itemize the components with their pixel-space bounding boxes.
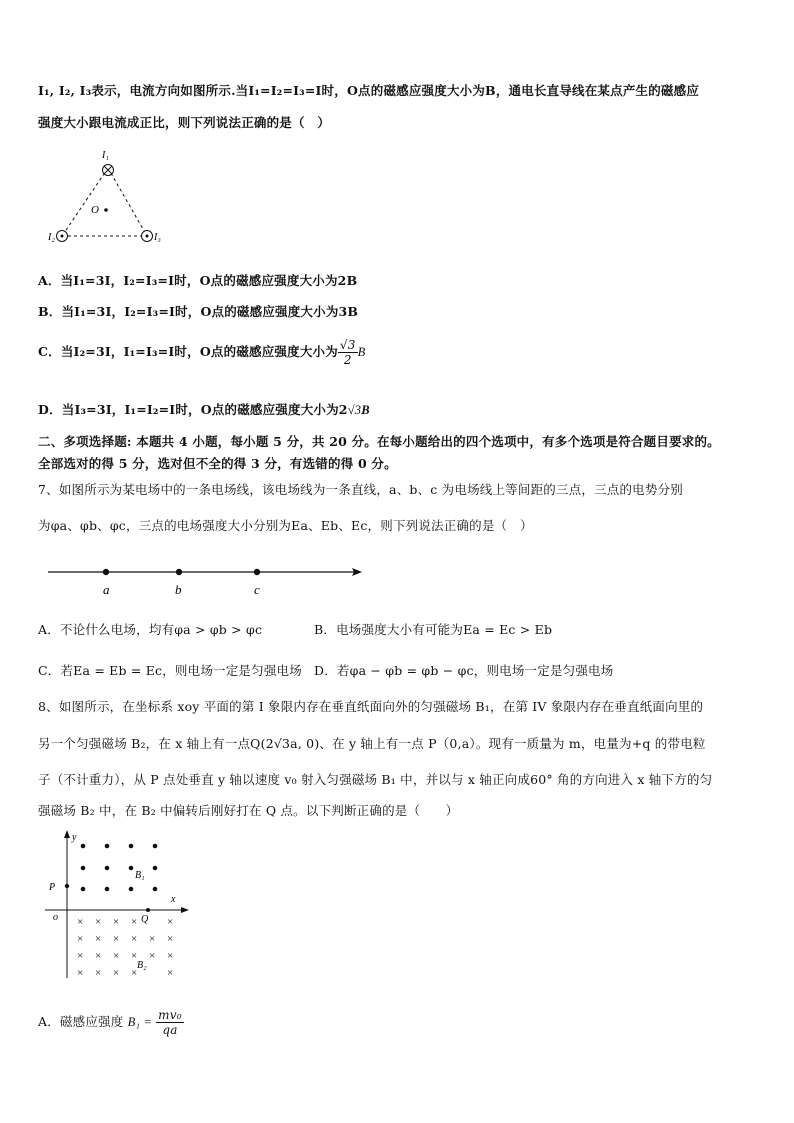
svg-text:×: × bbox=[77, 933, 84, 945]
q8-option-a-lhs: B₁ = bbox=[127, 1015, 152, 1029]
current-out-of-page-icon bbox=[142, 231, 153, 242]
q6-option-a[interactable]: A．当I₁=3I，I₂=I₃=I时，O点的磁感应强度大小为2B bbox=[38, 273, 358, 288]
label-b2: B₂ bbox=[137, 960, 147, 971]
y-axis-arrow-icon bbox=[64, 830, 70, 838]
label-b1: B₁ bbox=[135, 870, 145, 881]
svg-text:×: × bbox=[95, 967, 102, 979]
x-axis-arrow-icon bbox=[181, 907, 189, 913]
label-o: O bbox=[91, 204, 99, 216]
current-out-of-page-icon bbox=[57, 231, 68, 242]
label-c: c bbox=[254, 582, 260, 597]
svg-text:×: × bbox=[167, 933, 174, 945]
svg-text:×: × bbox=[95, 950, 102, 962]
section2-heading-line1: 二、多项选择题: 本题共 4 小题，每小题 5 分，共 20 分。在每小题给出的四个选项中，有多个选项是符合题目要求的。 bbox=[38, 434, 720, 449]
point-p bbox=[65, 884, 69, 888]
q8-option-a[interactable] bbox=[38, 1008, 184, 1037]
svg-text:×: × bbox=[131, 967, 138, 979]
label-i1: I₁ bbox=[102, 150, 109, 161]
label-y: y bbox=[72, 832, 77, 843]
label-a: a bbox=[103, 582, 110, 597]
q6-option-c-fraction: $\frac{√3}{2}$ bbox=[339, 338, 356, 367]
svg-text:×: × bbox=[113, 933, 120, 945]
svg-text:×: × bbox=[167, 967, 174, 979]
q6-triangle-figure bbox=[48, 146, 168, 256]
q6-option-c-text: C．当I₂=3I，I₁=I₃=I时，O点的磁感应强度大小为 bbox=[38, 344, 338, 359]
svg-text:×: × bbox=[77, 950, 84, 962]
field-out-of-page-dots bbox=[81, 844, 158, 892]
label-origin: o bbox=[53, 912, 58, 923]
svg-text:×: × bbox=[95, 933, 102, 945]
label-p: P bbox=[49, 882, 56, 893]
svg-text:×: × bbox=[77, 967, 84, 979]
label-i2: I₂ bbox=[48, 232, 55, 243]
q6-stem-line1: I₁, I₂, I₃表示，电流方向如图所示.当I₁=I₂=I₃=I时，O点的磁感应强度大小为B，通电长直导线在某点产生的磁感应 bbox=[38, 83, 700, 98]
svg-text:×: × bbox=[95, 916, 102, 928]
q7-field-line-figure bbox=[48, 562, 368, 602]
current-into-page-icon bbox=[103, 165, 114, 176]
label-q: Q bbox=[141, 914, 149, 925]
point-q bbox=[146, 908, 150, 912]
label-x: x bbox=[171, 894, 176, 905]
q6-option-d[interactable]: D．当I₃=3I，I₁=I₂=I时，O点的磁感应强度大小为2√3B bbox=[38, 402, 370, 417]
q7-stem-line1: 7、如图所示为某电场中的一条电场线，该电场线为一条直线，a、b、c 为电场线上等间距的三点，三点的电势分别 bbox=[38, 482, 683, 497]
q7-stem-line2: 为φa、φb、φc，三点的电场强度大小分别为Ea、Eb、Ec，则下列说法正确的是（ ） bbox=[38, 518, 533, 533]
svg-text:×: × bbox=[167, 950, 174, 962]
q7-option-b[interactable]: B．电场强度大小有可能为Ea = Ec > Eb bbox=[314, 622, 553, 637]
q8-stem-line1: 8、如图所示，在坐标系 xoy 平面的第 I 象限内存在垂直纸面向外的匀强磁场 B₁，在第 IV 象限内存在垂直纸面向里的 bbox=[38, 699, 704, 714]
label-i3: I₃ bbox=[154, 232, 161, 243]
svg-text:×: × bbox=[149, 950, 156, 962]
q6-stem-line2: 强度大小跟电流成正比，则下列说法正确的是（ ） bbox=[38, 115, 331, 130]
q8-option-a-text: A．磁感应强度 bbox=[38, 1014, 124, 1029]
point-a bbox=[103, 569, 109, 575]
svg-text:×: × bbox=[113, 950, 120, 962]
q7-option-d[interactable]: D．若φa − φb = φb − φc，则电场一定是匀强电场 bbox=[314, 663, 614, 678]
q6-option-c[interactable]: C．当I₂=3I，I₁=I₃=I时，O点的磁感应强度大小为 $\frac{√3}{2}$ B bbox=[38, 338, 366, 367]
q8-stem-line4: 强磁场 B₂ 中，在 B₂ 中偏转后刚好打在 Q 点。以下判断正确的是（ ） bbox=[38, 803, 459, 818]
svg-text:×: × bbox=[113, 916, 120, 928]
svg-text:×: × bbox=[77, 916, 84, 928]
q8-stem-line3: 子（不计重力），从 P 点处垂直 y 轴以速度 v₀ 射入匀强磁场 B₁ 中，并以与 x 轴正向成60° 角的方向进入 x 轴下方的匀 bbox=[38, 772, 713, 787]
svg-text:×: × bbox=[131, 916, 138, 928]
q8-stem-line2: 另一个匀强磁场 B₂，在 x 轴上有一点Q(2√3a, 0)、在 y 轴上有一点 P（0,a）。现有一质量为 m，电量为+q 的带电粒 bbox=[38, 736, 706, 751]
svg-text:×: × bbox=[131, 950, 138, 962]
svg-text:×: × bbox=[131, 933, 138, 945]
q8-magnetic-field-figure bbox=[45, 828, 195, 980]
point-o bbox=[104, 208, 108, 212]
q7-option-a[interactable]: A．不论什么电场，均有φa > φb > φc bbox=[38, 622, 263, 637]
label-b: b bbox=[175, 582, 182, 597]
field-into-page-crosses bbox=[77, 916, 173, 979]
svg-text:×: × bbox=[113, 967, 120, 979]
section2-heading-line2: 全部选对的得 5 分，选对但不全的得 3 分，有选错的得 0 分。 bbox=[38, 456, 397, 471]
svg-text:×: × bbox=[149, 933, 156, 945]
q7-option-c[interactable]: C．若Ea = Eb = Ec，则电场一定是匀强电场 bbox=[38, 663, 302, 678]
q6-option-b[interactable]: B．当I₁=3I，I₂=I₃=I时，O点的磁感应强度大小为3B bbox=[38, 304, 359, 319]
q6-option-d-text: D．当I₃=3I，I₁=I₂=I时，O点的磁感应强度大小为2 bbox=[38, 402, 348, 417]
svg-text:×: × bbox=[167, 916, 174, 928]
point-c bbox=[254, 569, 260, 575]
point-b bbox=[176, 569, 182, 575]
q8-option-a-fraction: $\frac{\text{mv₀}}{qa}$ bbox=[158, 1008, 182, 1037]
